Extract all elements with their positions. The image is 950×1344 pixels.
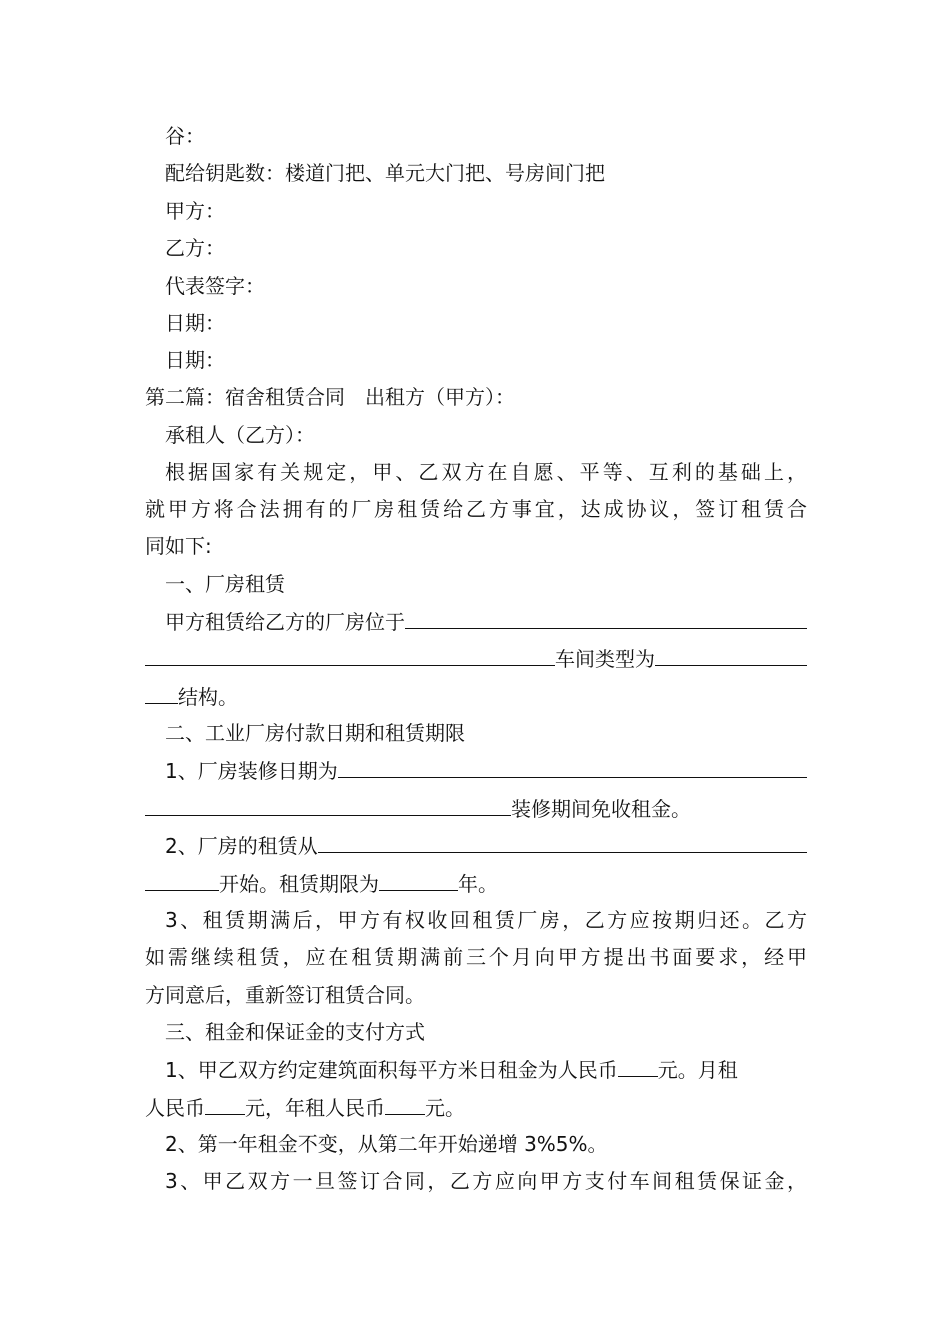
- line-text: 甲方租赁给乙方的厂房位于: [165, 610, 405, 634]
- paragraph-line: 如需继续租赁，应在租赁期满前三个月向甲方提出书面要求，经甲: [145, 945, 807, 969]
- blank-field: [385, 1092, 425, 1115]
- text-line: [165, 1054, 807, 1085]
- clause-heading: 一、厂房租赁: [165, 572, 285, 596]
- blank-field: [145, 793, 511, 816]
- blank-field: [405, 606, 807, 629]
- blank-field: [379, 868, 458, 891]
- line-text: 人民币: [145, 1096, 205, 1120]
- text-line: 代表签字：: [165, 274, 265, 298]
- paragraph-line: 根据国家有关规定，甲、乙双方在自愿、平等、互利的基础上，: [165, 460, 807, 484]
- text-line: [165, 755, 807, 786]
- line-text: 年。: [458, 872, 498, 896]
- paragraph-line: 方同意后，重新签订租赁合同。: [145, 983, 425, 1007]
- text-line: [165, 606, 807, 637]
- line-text: 元。月租: [657, 1058, 738, 1082]
- text-line: [145, 793, 807, 824]
- line-text: 装修期间免收租金。: [511, 797, 691, 821]
- text-line: 乙方：: [165, 236, 225, 260]
- line-text: 结构。: [178, 685, 238, 709]
- line-text: 1、甲乙双方约定建筑面积每平方米日租金为人民币: [165, 1058, 618, 1082]
- line-text: 2、厂房的租赁从: [165, 834, 318, 858]
- section-heading: 第二篇：宿舍租赁合同 出租方（甲方）：: [145, 385, 515, 409]
- paragraph-line: 3、甲乙双方一旦签订合同，乙方应向甲方支付车间租赁保证金，: [165, 1169, 807, 1193]
- text-line: 日期：: [165, 348, 225, 372]
- blank-field: [145, 681, 178, 704]
- text-line: [145, 1092, 807, 1123]
- blank-field: [145, 643, 555, 666]
- text-line: [165, 830, 807, 861]
- blank-field: [618, 1054, 658, 1077]
- text-line: [145, 868, 807, 899]
- paragraph-line: 同如下:: [145, 534, 212, 558]
- text-line: [145, 643, 807, 674]
- paragraph-line: 就甲方将合法拥有的厂房租赁给乙方事宜，达成协议，签订租赁合: [145, 497, 807, 521]
- clause-heading: 二、工业厂房付款日期和租赁期限: [165, 721, 465, 745]
- text-line: 谷：: [165, 124, 205, 148]
- text-line: 2、第一年租金不变，从第二年开始递增 3%5%。: [165, 1132, 608, 1156]
- blank-field: [318, 830, 807, 853]
- line-text: 元，年租人民币: [245, 1096, 385, 1120]
- paragraph-line: 3、租赁期满后，甲方有权收回租赁厂房，乙方应按期归还。乙方: [165, 908, 807, 932]
- blank-field: [205, 1092, 245, 1115]
- blank-field: [655, 643, 807, 666]
- line-text: 元。: [425, 1096, 465, 1120]
- line-text: 开始。租赁期限为: [219, 872, 379, 896]
- text-line: 日期：: [165, 311, 225, 335]
- text-line: [145, 681, 807, 712]
- line-text: 车间类型为: [555, 647, 655, 671]
- line-text: 1、厂房装修日期为: [165, 759, 338, 783]
- blank-field: [145, 868, 219, 891]
- blank-field: [338, 755, 807, 778]
- text-line: 承租人（乙方）：: [165, 423, 315, 447]
- clause-heading: 三、租金和保证金的支付方式: [165, 1020, 425, 1044]
- text-line: 配给钥匙数：楼道门把、单元大门把、号房间门把: [165, 161, 605, 185]
- text-line: 甲方：: [165, 199, 225, 223]
